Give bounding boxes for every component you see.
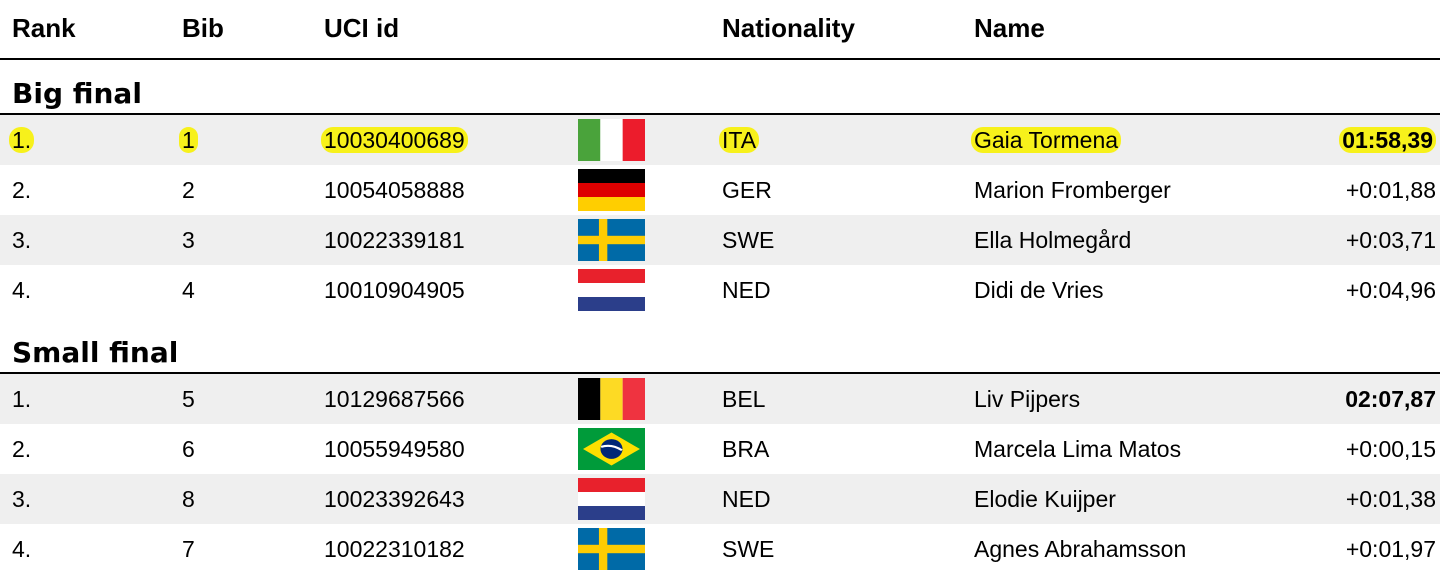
time-cell: +0:00,15 (1345, 436, 1436, 462)
time-cell: +0:01,88 (1345, 177, 1436, 203)
bib-cell: 7 (182, 536, 195, 562)
bib-column-header: Bib (182, 13, 224, 43)
brazil-flag-icon (578, 428, 645, 470)
netherlands-flag-icon (578, 478, 645, 520)
athlete-name-cell: Agnes Abrahamsson (974, 536, 1187, 562)
nationality-cell: GER (722, 177, 772, 203)
uci-id-cell: 10030400689 (321, 127, 468, 153)
rank-cell: 4. (12, 277, 32, 303)
nationality-cell: NED (722, 277, 771, 303)
bib-cell: 8 (182, 486, 195, 512)
table-row (0, 265, 1440, 315)
uci-id-cell: 10054058888 (324, 177, 465, 203)
rank-cell: 3. (12, 227, 32, 253)
nationality-column-header: Nationality (722, 13, 855, 43)
athlete-name-cell: Gaia Tormena (971, 127, 1121, 153)
bib-cell: 6 (182, 436, 195, 462)
netherlands-flag-icon (578, 269, 645, 311)
time-cell: 02:07,87 (1345, 386, 1436, 412)
table-row (0, 115, 1440, 165)
table-row (0, 215, 1440, 265)
section-title-big-final: Big final (12, 77, 142, 110)
rank-column-header: Rank (12, 13, 76, 43)
belgium-flag-icon (578, 378, 645, 420)
uci-id-cell: 10010904905 (324, 277, 465, 303)
name-column-header: Name (974, 13, 1045, 43)
bib-cell: 2 (182, 177, 195, 203)
time-cell: +0:03,71 (1345, 227, 1436, 253)
uci-id-cell: 10055949580 (324, 436, 465, 462)
time-cell: 01:58,39 (1339, 127, 1436, 153)
athlete-name-cell: Marcela Lima Matos (974, 436, 1182, 462)
nationality-cell: SWE (722, 536, 775, 562)
germany-flag-icon (578, 169, 645, 211)
nationality-cell: ITA (719, 127, 759, 153)
time-cell: +0:04,96 (1345, 277, 1436, 303)
section-title-small-final: Small final (12, 336, 179, 369)
uci-id-cell: 10129687566 (324, 386, 465, 412)
table-row (0, 524, 1440, 574)
athlete-name-cell: Marion Fromberger (974, 177, 1171, 203)
nationality-cell: BRA (722, 436, 770, 462)
athlete-name-cell: Elodie Kuijper (974, 486, 1116, 512)
rank-cell: 2. (12, 177, 32, 203)
nationality-cell: BEL (722, 386, 766, 412)
time-cell: +0:01,38 (1345, 486, 1436, 512)
uci-id-cell: 10023392643 (324, 486, 465, 512)
sweden-flag-icon (578, 219, 645, 261)
table-row (0, 474, 1440, 524)
nationality-cell: NED (722, 486, 771, 512)
table-row (0, 165, 1440, 215)
table-row (0, 374, 1440, 424)
uci-id-cell: 10022339181 (324, 227, 465, 253)
rank-cell: 3. (12, 486, 32, 512)
table-row (0, 424, 1440, 474)
athlete-name-cell: Liv Pijpers (974, 386, 1081, 412)
table-header (0, 0, 1440, 60)
athlete-name-cell: Ella Holmegård (974, 227, 1132, 253)
rank-cell: 1. (12, 386, 32, 412)
time-cell: +0:01,97 (1345, 536, 1436, 562)
athlete-name-cell: Didi de Vries (974, 277, 1104, 303)
bib-cell: 5 (182, 386, 195, 412)
sweden-flag-icon (578, 528, 645, 570)
uci-id-cell: 10022310182 (324, 536, 465, 562)
bib-cell: 1 (179, 127, 198, 153)
rank-cell: 4. (12, 536, 32, 562)
rank-cell: 2. (12, 436, 32, 462)
rank-cell: 1. (9, 127, 34, 153)
nationality-cell: SWE (722, 227, 775, 253)
bib-cell: 4 (182, 277, 195, 303)
italy-flag-icon (578, 119, 645, 161)
uci-column-header: UCI id (324, 13, 400, 43)
bib-cell: 3 (182, 227, 195, 253)
